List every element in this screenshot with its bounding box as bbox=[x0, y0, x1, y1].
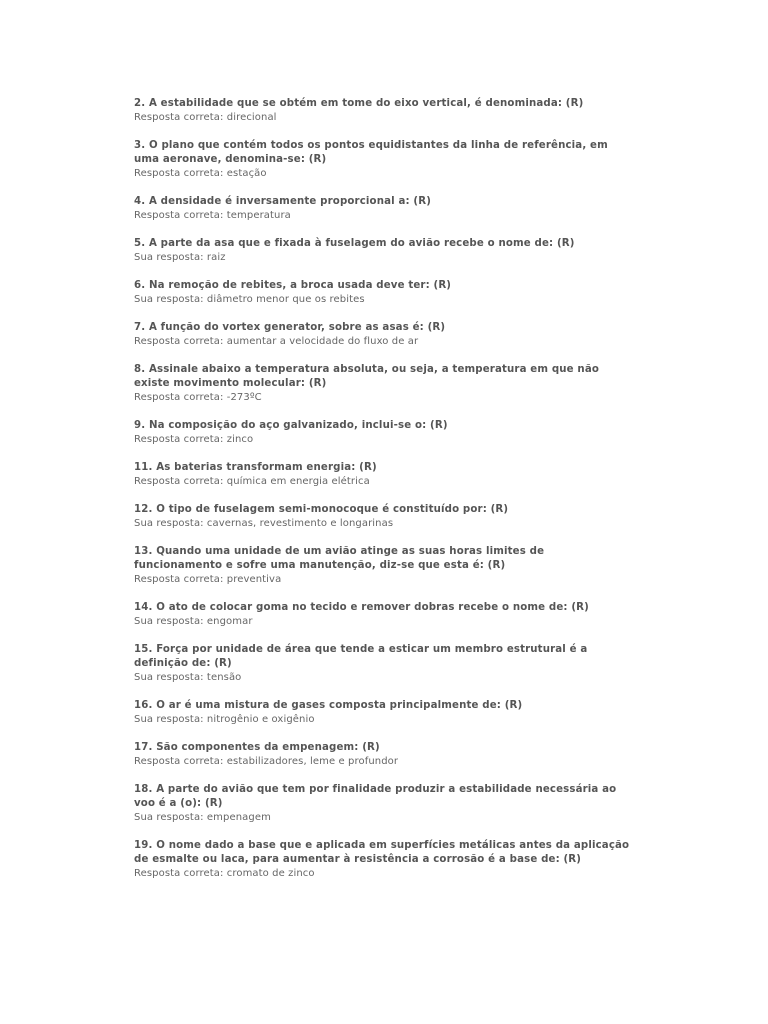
question-text: 17. São componentes da empenagem: (R) bbox=[134, 742, 380, 753]
answer-text: Sua resposta: engomar bbox=[134, 616, 253, 627]
answer-text: Sua resposta: nitrogênio e oxigênio bbox=[134, 714, 315, 725]
answer-text: Resposta correta: química em energia elétrica bbox=[134, 476, 370, 487]
qa-item bbox=[134, 699, 634, 727]
question-text: 4. A densidade é inversamente proporcional a: (R) bbox=[134, 196, 432, 207]
question-text: 2. A estabilidade que se obtém em tome do eixo vertical, é denominada: (R) bbox=[134, 98, 584, 109]
question-text: 8. Assinale abaixo a temperatura absoluta, ou seja, a temperatura em que não existe movimento molecular: (R) bbox=[134, 364, 599, 389]
answer-text: Sua resposta: cavernas, revestimento e longarinas bbox=[134, 518, 394, 529]
qa-item bbox=[134, 643, 634, 685]
question-text: 13. Quando uma unidade de um avião atinge as suas horas limites de funcionamento e sofre uma manutenção, diz-se que esta é: (R) bbox=[134, 546, 545, 571]
qa-item bbox=[134, 503, 634, 531]
answer-text: Sua resposta: empenagem bbox=[134, 812, 271, 823]
answer-text: Resposta correta: estação bbox=[134, 168, 267, 179]
qa-item bbox=[134, 783, 634, 825]
question-text: 3. O plano que contém todos os pontos equidistantes da linha de referência, em uma aeronave, denomina-se: (R) bbox=[134, 140, 608, 165]
qa-item bbox=[134, 839, 634, 881]
question-text: 9. Na composição do aço galvanizado, inclui-se o: (R) bbox=[134, 420, 448, 431]
qa-item bbox=[134, 321, 634, 349]
question-text: 11. As baterias transformam energia: (R) bbox=[134, 462, 377, 473]
answer-text: Resposta correta: zinco bbox=[134, 434, 254, 445]
qa-item bbox=[134, 139, 634, 181]
qa-item bbox=[134, 601, 634, 629]
answer-text: Sua resposta: tensão bbox=[134, 672, 242, 683]
qa-item bbox=[134, 279, 634, 307]
answer-text: Resposta correta: aumentar a velocidade do fluxo de ar bbox=[134, 336, 419, 347]
qa-item bbox=[134, 419, 634, 447]
answer-text: Resposta correta: -273ºC bbox=[134, 392, 262, 403]
qa-item bbox=[134, 545, 634, 587]
qa-item bbox=[134, 195, 634, 223]
answer-text: Resposta correta: direcional bbox=[134, 112, 277, 123]
qa-item bbox=[134, 97, 634, 125]
answer-text: Sua resposta: raiz bbox=[134, 252, 226, 263]
question-text: 14. O ato de colocar goma no tecido e remover dobras recebe o nome de: (R) bbox=[134, 602, 589, 613]
answer-text: Resposta correta: estabilizadores, leme e profundor bbox=[134, 756, 399, 767]
question-text: 7. A função do vortex generator, sobre as asas é: (R) bbox=[134, 322, 446, 333]
question-text: 12. O tipo de fuselagem semi-monocoque é constituído por: (R) bbox=[134, 504, 509, 515]
question-list bbox=[134, 97, 634, 895]
answer-text: Resposta correta: cromato de zinco bbox=[134, 868, 315, 879]
question-text: 15. Força por unidade de área que tende a esticar um membro estrutural é a definição de: (R) bbox=[134, 644, 588, 669]
qa-item bbox=[134, 237, 634, 265]
qa-item bbox=[134, 363, 634, 405]
question-text: 6. Na remoção de rebites, a broca usada deve ter: (R) bbox=[134, 280, 452, 291]
answer-text: Resposta correta: temperatura bbox=[134, 210, 291, 221]
qa-item bbox=[134, 741, 634, 769]
question-text: 18. A parte do avião que tem por finalidade produzir a estabilidade necessária ao voo é a (o): (R) bbox=[134, 784, 617, 809]
question-text: 16. O ar é uma mistura de gases composta principalmente de: (R) bbox=[134, 700, 523, 711]
question-text: 19. O nome dado a base que e aplicada em superfícies metálicas antes da aplicação de esmalte ou laca, para aumentar à resistência a corrosão é a base de: (R) bbox=[134, 840, 630, 865]
qa-item bbox=[134, 461, 634, 489]
answer-text: Resposta correta: preventiva bbox=[134, 574, 282, 585]
answer-text: Sua resposta: diâmetro menor que os rebites bbox=[134, 294, 365, 305]
question-text: 5. A parte da asa que e fixada à fuselagem do avião recebe o nome de: (R) bbox=[134, 238, 575, 249]
